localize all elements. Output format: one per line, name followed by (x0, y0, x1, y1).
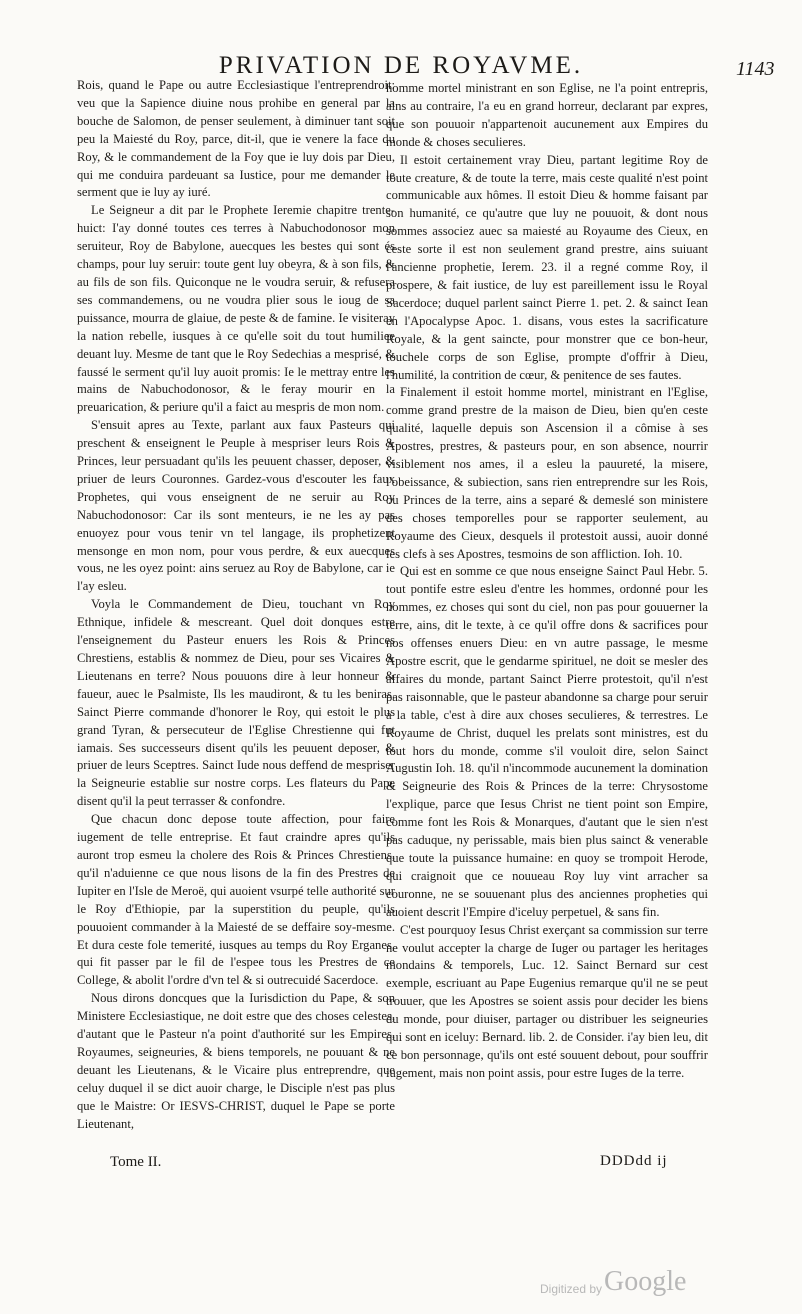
right-column (386, 80, 708, 1083)
google-logo: Google (604, 1266, 687, 1297)
paragraph: Qui est en somme ce que nous enseigne Sainct Paul Hebr. 5. tout pontife estre esleu d'entre les hommes, ordonné pour les hommes, ez choses qui sont du ciel, non pas pour gouuerner la terre, ains, dit le texte, à ce qu'il offre dons & sacrifices pour nos offenses enuers Dieu: en vn autre passage, le mesme Apostre escrit, que le gendarme spirituel, ne doit se mesler des affaires du monde, partant Sainct Pierre protestoit, qu'il n'est pas raisonnable, que le pasteur abandonne sa charge pour seruir à la table, c'est à dire aux choses seculieres, & terrestres. Le Royaume de Christ, duquel les prelats sont ministres, est du tout hors du monde, comme s'il vouloit dire, selon Sainct Augustin Ioh. 18. qu'il n'incommode aucunement la domination & Seigneurie des Rois & Princes de la terre: Chrysostome l'explique, parce que Iesus Christ ne tient point son Empire, comme font les Rois & Monarques, d'autant que le sien n'est pas caduque, ny perissable, mais bien plus sainct & venerable que toute la puissance humaine: en quoy se trompoit Herode, qui craignoit que ce nouueau Roy luy vint arracher sa couronne, ne se souuenant plus des anciennes propheties qui auoient descrit l'Empire d'iceluy perpetuel, & sans fin. (386, 564, 708, 919)
paragraph: homme mortel ministrant en son Eglise, ne l'a point entrepris, ains au contraire, l'a eu en grand horreur, declarant par expres, que son pouuoir n'appartenoit aucunement aux Empires du monde & choses seculieres. (386, 81, 708, 149)
digitization-watermark (540, 1268, 710, 1300)
paragraph: S'ensuit apres au Texte, parlant aux faux Pasteurs qui preschent & enseignent le Peuple à mespriser leurs Rois & Princes, leur persuadant qu'ils les peuuent chasser, deposer, & priuer de leurs Couronnes. Gardez-vous d'escouter les faux Prophetes, qui vous enseignent de ne seruir au Roy Nabuchodonosor: Car ils sont menteurs, ie ne les ay pas enuoyez pour vous tenir vn tel langage, ils prophetizent mensonge en mon nom, pour vous perdre, & eux auecques vous, ne les oyez point: ains seruez au Roy de Babylone, car ie l'ay esleu. (77, 418, 395, 594)
paragraph: Il estoit certainement vray Dieu, partant legitime Roy de toute creature, & de toute la terre, mais ceste qualité n'est point communicable aux hômes. Il estoit Dieu & homme faisant par son humanité, ce qu'autre que luy ne pouuoit, & dont nous sommes associez auec sa maiesté au Royaume des Cieux, en ceste sorte il est non seulement grand prestre, ains suiuant l'ancienne prophetie, Ierem. 23. il a regné comme Roy, il prospere, & fait iustice, de luy est pareillement issu le Royal Sacerdoce; duquel parlent sainct Pierre 1. pet. 2. & sainct Iean en l'Apocalypse Apoc. 1. disans, vous estes la sacrificature Royale, & la gent saincte, pour monstrer que ce bon-heur, touchele corps de son Eglise, prompte d'offrir à Dieu, l'humilité, la contrition de cœur, & penitence de ses fautes. (386, 152, 708, 382)
paragraph: Finalement il estoit homme mortel, ministrant en l'Eglise, comme grand prestre de la maison de Dieu, bien qu'en ceste qualité, laquelle depuis son Ascension il a cômise à ses Apostres, prestres, & pasteurs pour, en son absence, nourrir visiblement nos ames, il a esleu la pauureté, la misere, l'obeissance, & subiection, sans rien entreprendre sur les Rois, ou Princes de la terre, ains a separé & demeslé son ministere des choses temporelles pour se rapporter seulement, au Royaume des Cieux, desquels il protestoit aussi, auoir donné les clefs à ses Apostres, tesmoins de son affliction. Ioh. 10. (386, 385, 708, 561)
signature-mark: DDDdd ij (600, 1153, 668, 1169)
paragraph: Rois, quand le Pape ou autre Ecclesiastique l'entreprendroit: veu que la Sapience diuine nous prohibe en general par la bouche de Salomon, de penser seulement, à diminuer tant soit peu la Maiesté du Roy, parce, dit-il, que ie venere la face du Roy, & le commandement de la Foy que ie luy dois par Dieu, qui me conduira pardeuant sa Iustice, pour me demander le serment que ie luy ay iuré. (77, 78, 395, 200)
watermark-prefix: Digitized by (540, 1282, 603, 1296)
paragraph: Que chacun donc depose toute affection, pour faire iugement de telle entreprise. Et faut craindre apres qu'ils auront trop esmeu la cholere des Rois & Princes Chrestiens, qu'il n'aduienne ce que nous lisons de la fin des Prestres de Iupiter en l'Isle de Meroë, qui auoient vsurpé telle authorité sur le Roy d'Ethiopie, par la superstition du peuple, qu'ils pouuoient commander à la Maiesté de se deffaire soy-mesme. Et dura ceste fole temerité, iusques au temps du Roy Erganes, qui fit passer par le fil de l'espee tous les Prestres de ce College, & abolit l'ordre d'vn tel & si outrecuidé Sacerdoce. (77, 812, 395, 988)
paragraph: C'est pourquoy Iesus Christ exerçant sa commission sur terre ne voulut accepter la charge de Iuger ou partager les heritages mondains & temporels, Luc. 12. Sainct Bernard sur cest exemple, escriuant au Pape Eugenius remarque qu'il ne se peut trouuer, que les Apostres se soient assis pour decider les biens du monde, pour diuiser, partager ou distribuer les seigneuries qui sont en iceluy: Bernard. lib. 2. de Consider. i'ay bien leu, dit ce bon personnage, qu'ils ont esté souuent debout, pour souffrir iugement, mais non point assis, pour estre Iuges de la terre. (386, 922, 708, 1080)
paragraph: Nous dirons doncques que la Iurisdiction du Pape, & son Ministere Ecclesiastique, ne doit estre que des choses celestes, d'autant que le Pasteur n'a point d'authorité sur les Empires, Royaumes, seigneuries, & biens temporels, ne pouuant & ne deuant les Lieutenans, & le Vicaire plus entreprendre, que celuy duquel il se dict auoir charge, le Disciple n'est pas plus que le Maistre: Or IESVS-CHRIST, duquel le Pape se porte Lieutenant, (77, 991, 395, 1131)
volume-label: Tome II. (110, 1154, 162, 1170)
left-column (77, 77, 395, 1133)
paragraph: Voyla le Commandement de Dieu, touchant vn Roy Ethnique, infidele & mescreant. Quel doit donques estre l'enseignement du Pasteur enuers les Rois & Princes Chrestiens, establis & nommez de Dieu, pour ses Vicaires & Lieutenans en terre? Nous pouuons dire à leur honneur & faueur, auec le Psalmiste, Ils les maudiront, & tu les beniras. Sainct Pierre commande d'honorer le Roy, qui estoit le plus grand Tyran, & persecuteur de l'Eglise Chrestienne qui fut iamais. Ses successeurs disent qu'ils les peuuent deposer, & priuer de leurs Sceptres. Sainct Iude nous deffend de mespriser la Seigneurie establie sur nostre corps. Les flateurs du Pape disent qu'il la peut terrasser & confondre. (77, 597, 395, 809)
running-title: PRIVATION DE ROYAVME. (218, 52, 584, 79)
page-number: 1143 (736, 58, 775, 80)
paragraph: Le Seigneur a dit par le Prophete Ieremie chapitre trente-huict: I'ay donné toutes ces terres à Nabuchodonosor mon seruiteur, Roy de Babylone, auecques les bestes qui sont és champs, pour luy seruir: toute gent luy obeyra, & à son fils, & au fils de son fils. Quiconque ne le voudra seruir, & refusera ses commandemens, ou ne voudra plier sous le ioug de sa puissance, mourra de glaiue, de peste & de famine. Ie visiteray la nation rebelle, iusques à ce qu'elle soit du tout humiliee deuant luy. Mesme de tant que le Roy Sedechias a mesprisé, & faussé le serment qu'il luy auoit promis: Ie le mettray entre les mains de Nabuchodonosor, & le feray mourir en la preuarication, & periure qu'il a faict au mespris de mon nom. (77, 203, 395, 415)
